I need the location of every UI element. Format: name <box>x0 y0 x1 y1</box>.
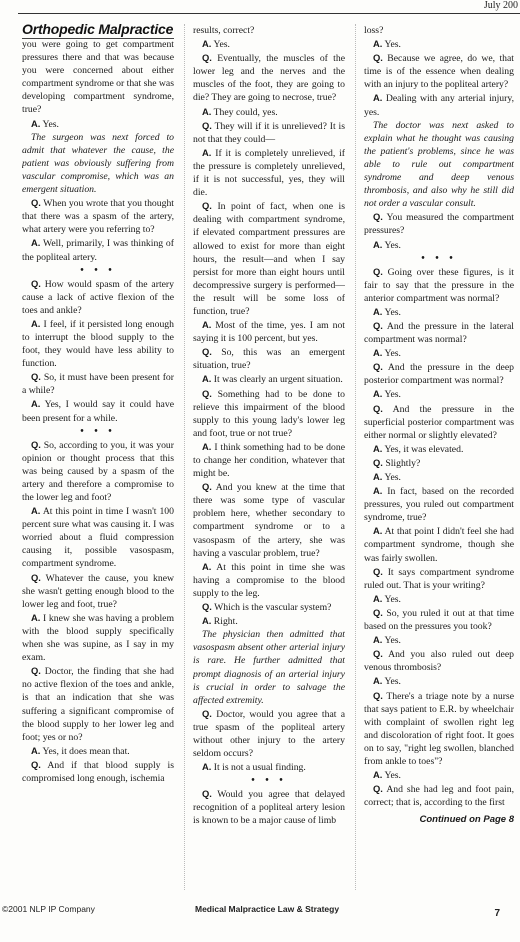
speaker-label: Q. <box>31 758 41 770</box>
testimony-text: Yes. <box>384 39 401 51</box>
answer-paragraph <box>22 397 174 424</box>
question-paragraph <box>364 265 514 305</box>
answer-paragraph <box>364 442 514 456</box>
answer-paragraph <box>193 614 345 628</box>
speaker-label: Q. <box>202 387 212 399</box>
testimony-text: Yes. <box>384 635 401 647</box>
speaker-label: A. <box>202 560 212 572</box>
speaker-label: Q. <box>373 648 383 660</box>
speaker-label: Q. <box>202 601 212 613</box>
text-column-3 <box>364 24 514 890</box>
testimony-text: You measured the compartment pressures? <box>364 212 514 237</box>
speaker-label: Q. <box>373 565 383 577</box>
testimony-text: Whatever the cause, you knew she wasn't getting enough blood to the lower leg and foot, true? <box>22 572 174 610</box>
answer-paragraph <box>364 346 514 360</box>
testimony-text: And you knew at the time that there was some type of vascular problem here, whether secondary to compartment syndrome or to a vasospasm of the artery, she was having a vascular problem, true? <box>193 482 345 559</box>
answer-paragraph <box>364 238 514 252</box>
issue-date: July 200 <box>483 0 518 11</box>
testimony-text: Yes. <box>384 306 401 318</box>
text-column-2 <box>193 24 345 890</box>
testimony-text: Doctor, would you agree that a true spasm of the popliteal artery without other injury to the artery seldom occurs? <box>193 708 345 760</box>
speaker-label: A. <box>202 146 212 158</box>
testimony-text: Would you agree that delayed recognition of a popliteal artery lesion is known to be a major cause of limb <box>193 789 345 827</box>
testimony-text: So, this was an emergent situation, true? <box>193 347 345 372</box>
answer-paragraph <box>193 760 345 774</box>
question-paragraph <box>22 664 174 744</box>
answer-paragraph <box>364 633 514 647</box>
speaker-label: Q. <box>373 689 383 701</box>
answer-paragraph <box>364 768 514 782</box>
testimony-text: So, it must have been present for a while? <box>22 372 174 397</box>
testimony-text: Yes. <box>42 118 59 130</box>
testimony-text: And if that blood supply is compromised long enough, ischemia <box>22 759 174 784</box>
testimony-text: Doctor, the finding that she had no active flexion of the toes and ankle, is that an indication that she was suffering a significant compromise of the blood supply to her lower leg and foot; yes or no? <box>22 666 174 743</box>
testimony-text: Eventually, the muscles of the lower leg and the nerves and the muscles of the foot, they are going to die? They are going to necrose, true? <box>193 53 345 104</box>
speaker-label: A. <box>373 675 383 687</box>
testimony-text: Something had to be done to relieve this impairment of the blood supply to this young lady's lower leg and foot, true or not true? <box>193 388 345 439</box>
body-paragraph: you were going to get compartment pressures there and that was because you were concerned about either compartment syndrome or that she was developing compartment syndrome, true? <box>22 39 174 116</box>
speaker-label: Q. <box>202 788 212 800</box>
speaker-label: A. <box>373 347 383 359</box>
speaker-label: Q. <box>31 438 41 450</box>
answer-paragraph <box>364 91 514 118</box>
page-number: 7 <box>494 908 500 919</box>
testimony-text: Yes. <box>384 348 401 360</box>
answer-paragraph <box>364 674 514 688</box>
speaker-label: Q. <box>202 707 212 719</box>
answer-paragraph <box>22 611 174 664</box>
testimony-text: In point of fact, when one is dealing with compartment syndrome, if elevated compartment pressures are allowed to exist for more than eight hours, the result—and when I say persist for more than eight hours until decompressive surgery is performed—the result will be some loss of function, true? <box>193 201 345 317</box>
testimony-text: And the pressure in the deep posterior compartment was normal? <box>364 362 514 387</box>
speaker-label: Q. <box>373 265 383 277</box>
speaker-label: A. <box>31 117 41 129</box>
speaker-label: A. <box>31 611 41 623</box>
testimony-text: At this point in time I wasn't 100 percent sure what was causing it. I was worried about a fluid compression causing it, possible vasospasm, compartment syndrome. <box>22 506 174 570</box>
speaker-label: A. <box>373 388 383 400</box>
testimony-text: I feel, if it persisted long enough to interrupt the blood supply to the foot, they would have less ability to function. <box>22 318 174 370</box>
testimony-text: In fact, based on the recorded pressures, you ruled out compartment syndrome, true? <box>364 486 514 524</box>
column-divider <box>355 24 356 890</box>
testimony-text: Yes. <box>384 389 401 401</box>
speaker-label: A. <box>373 471 383 482</box>
question-paragraph <box>364 402 514 442</box>
speaker-label: A. <box>202 615 212 627</box>
testimony-text: Yes, it does mean that. <box>42 745 130 757</box>
testimony-text: Yes. <box>384 770 401 782</box>
speaker-label: Q. <box>373 606 383 618</box>
speaker-label: Q. <box>31 371 41 383</box>
answer-paragraph <box>193 560 345 600</box>
speaker-label: Q. <box>202 481 212 493</box>
answer-paragraph <box>364 37 514 51</box>
answer-paragraph <box>364 470 514 484</box>
speaker-label: A. <box>373 92 383 104</box>
speaker-label: Q. <box>31 197 41 209</box>
question-paragraph <box>364 565 514 592</box>
speaker-label: A. <box>373 238 383 250</box>
speaker-label: A. <box>31 237 41 249</box>
testimony-text: Because we agree, do we, that time is of the essence when dealing with an injury to the popliteal artery? <box>364 53 514 91</box>
answer-paragraph <box>364 387 514 401</box>
speaker-label: A. <box>202 105 212 117</box>
question-paragraph <box>193 199 345 318</box>
copyright: ©2001 NLP IP Company <box>2 904 95 914</box>
answer-paragraph <box>22 744 174 758</box>
speaker-label: Q. <box>202 200 212 212</box>
speaker-label: Q. <box>202 346 212 358</box>
testimony-text: Yes. <box>384 239 401 251</box>
question-paragraph <box>22 277 174 317</box>
speaker-label: Q. <box>31 665 41 677</box>
continued-note: Continued on Page 8 <box>419 814 514 826</box>
testimony-text: When you wrote that you thought that there was a spasm of the artery, what artery were you referring to? <box>22 198 174 236</box>
speaker-label: A. <box>373 592 383 604</box>
question-paragraph <box>193 119 345 146</box>
speaker-label: Q. <box>373 52 383 64</box>
section-separator: • • • <box>80 425 116 437</box>
answer-paragraph <box>193 105 345 119</box>
header-rule <box>18 13 520 14</box>
testimony-text: Most of the time, yes. I am not saying it is 100 percent, but yes. <box>193 320 345 345</box>
question-paragraph <box>193 707 345 760</box>
speaker-label: A. <box>31 398 41 410</box>
body-paragraph: results, correct? <box>193 25 255 36</box>
testimony-text: It is not a usual finding. <box>213 762 306 774</box>
question-paragraph <box>193 387 345 440</box>
answer-paragraph <box>22 504 174 570</box>
testimony-text: And the pressure in the superficial posterior compartment was either normal or slightly elevated? <box>364 403 514 441</box>
question-paragraph <box>364 647 514 674</box>
narrative-paragraph: The doctor was next asked to explain what he thought was causing the patient's problems, since he was able to rule out compartment syndrome and deep venous thrombosis, and also why he still did not order a vascular consult. <box>364 119 514 210</box>
testimony-text: So, according to you, it was your opinion or thought process that this was being caused by a spasm of the artery and therefore a compromise to the lower leg and foot? <box>22 439 174 503</box>
answer-paragraph <box>364 524 514 564</box>
testimony-text: It says compartment syndrome ruled out. That is your writing? <box>364 566 514 591</box>
answer-paragraph <box>364 592 514 606</box>
question-paragraph <box>193 600 345 614</box>
testimony-text: And you also ruled out deep venous thrombosis? <box>364 649 514 674</box>
section-separator: • • • <box>421 252 457 264</box>
section-title: Orthopedic Malpractice <box>22 21 174 37</box>
answer-paragraph <box>364 484 514 524</box>
answer-paragraph <box>22 317 174 370</box>
question-paragraph <box>364 210 514 237</box>
testimony-text: Yes. <box>213 39 230 51</box>
speaker-label: Q. <box>202 52 212 64</box>
testimony-text: Yes, I would say it could have been present for a while. <box>22 399 174 424</box>
speaker-label: Q. <box>373 319 383 331</box>
speaker-label: A. <box>31 744 41 756</box>
testimony-text: Yes. <box>384 593 401 605</box>
speaker-label: A. <box>202 319 212 331</box>
question-paragraph <box>193 480 345 560</box>
speaker-label: A. <box>373 634 383 646</box>
speaker-label: A. <box>373 485 383 497</box>
answer-paragraph <box>193 146 345 199</box>
question-paragraph <box>364 319 514 346</box>
testimony-text: They will if it is unrelieved? It is not that they could— <box>193 120 345 145</box>
question-paragraph <box>22 370 174 397</box>
question-paragraph <box>364 360 514 387</box>
testimony-text: Yes, it was elevated. <box>384 443 464 455</box>
speaker-label: A. <box>31 505 41 517</box>
speaker-label: Q. <box>373 361 383 373</box>
answer-paragraph <box>193 37 345 51</box>
testimony-text: They could, yes. <box>213 106 278 118</box>
speaker-label: A. <box>202 440 212 452</box>
question-paragraph <box>364 51 514 91</box>
speaker-label: Q. <box>373 783 383 795</box>
speaker-label: A. <box>31 317 41 329</box>
testimony-text: I think something had to be done to change her condition, whatever that might be. <box>193 441 345 480</box>
question-paragraph <box>364 782 514 809</box>
testimony-text: Slightly? <box>385 457 421 469</box>
testimony-text: And she had leg and foot pain, correct; that is, according to the first <box>364 784 514 809</box>
testimony-text: Right. <box>213 616 238 628</box>
testimony-text: Dealing with any arterial injury, yes. <box>364 93 514 118</box>
testimony-text: How would spasm of the artery cause a lack of active flexion of the toes and ankle? <box>22 278 174 316</box>
testimony-text: Going over these figures, is it fair to say that the pressure in the anterior compartment was normal? <box>364 266 514 304</box>
question-paragraph <box>193 51 345 104</box>
question-paragraph <box>364 606 514 633</box>
question-paragraph <box>22 758 174 785</box>
speaker-label: A. <box>373 525 383 537</box>
testimony-text: At that point I didn't feel she had compartment syndrome, though she was fairly swollen. <box>364 526 514 564</box>
speaker-label: A. <box>202 373 212 385</box>
testimony-text: Which is the vascular system? <box>214 602 332 614</box>
testimony-text: So, you ruled it out at that time based on the pressures you took? <box>364 607 514 633</box>
answer-paragraph <box>22 117 174 131</box>
body-paragraph: loss? <box>364 25 384 36</box>
question-paragraph <box>22 571 174 611</box>
speaker-label: A. <box>202 761 212 773</box>
question-paragraph <box>364 456 514 470</box>
speaker-label: A. <box>202 38 212 50</box>
publication-name: Medical Malpractice Law & Strategy <box>195 904 340 914</box>
testimony-text: And the pressure in the lateral compartment was normal? <box>364 320 514 346</box>
testimony-text: At this point in time she was having a compromise to the blood supply to the leg. <box>193 561 345 599</box>
speaker-label: A. <box>373 442 383 454</box>
speaker-label: Q. <box>373 456 383 468</box>
speaker-label: Q. <box>31 571 41 583</box>
section-separator: • • • <box>80 264 116 276</box>
speaker-label: Q. <box>373 402 383 414</box>
speaker-label: Q. <box>373 211 383 223</box>
section-separator: • • • <box>251 775 287 787</box>
speaker-label: Q. <box>31 277 41 289</box>
text-column-1 <box>22 38 174 890</box>
column-divider <box>184 24 185 890</box>
speaker-label: A. <box>373 305 383 317</box>
question-paragraph <box>193 787 345 827</box>
question-paragraph <box>364 689 514 769</box>
answer-paragraph <box>193 318 345 345</box>
narrative-paragraph: The physician then admitted that vasospasm absent other arterial injury is rare. He further admitted that prompt diagnosis of an arterial injury is crucial in order to salvage the affected extremity. <box>193 629 345 706</box>
testimony-text: There's a triage note by a nurse that says patient to E.R. by wheelchair with complaint of swollen right leg and discoloration of right foot. It goes on to say, "right leg swollen, blanched from ankle to toes"? <box>364 690 514 767</box>
testimony-text: If it is completely unrelieved, if the pressure is completely unrelieved, if it is not successful, yes, they will die. <box>193 147 345 199</box>
testimony-text: Well, primarily, I was thinking of the popliteal artery. <box>22 238 174 263</box>
testimony-text: Yes. <box>384 472 401 483</box>
question-paragraph <box>22 196 174 236</box>
question-paragraph <box>193 345 345 372</box>
testimony-text: I knew she was having a problem with the blood supply specifically when she was supine, as I say in my exam. <box>22 612 174 664</box>
answer-paragraph <box>193 372 345 386</box>
testimony-text: It was clearly an urgent situation. <box>213 374 343 386</box>
question-paragraph <box>22 438 174 504</box>
speaker-label: Q. <box>202 119 212 131</box>
answer-paragraph <box>193 440 345 480</box>
answer-paragraph <box>22 236 174 263</box>
narrative-paragraph: The surgeon was next forced to admit that whatever the cause, the patient was obviously suffering from vascular compromise, which was an emergent situation. <box>22 131 174 196</box>
speaker-label: A. <box>373 769 383 781</box>
testimony-text: Yes. <box>384 676 401 688</box>
speaker-label: A. <box>373 38 383 50</box>
answer-paragraph <box>364 305 514 319</box>
